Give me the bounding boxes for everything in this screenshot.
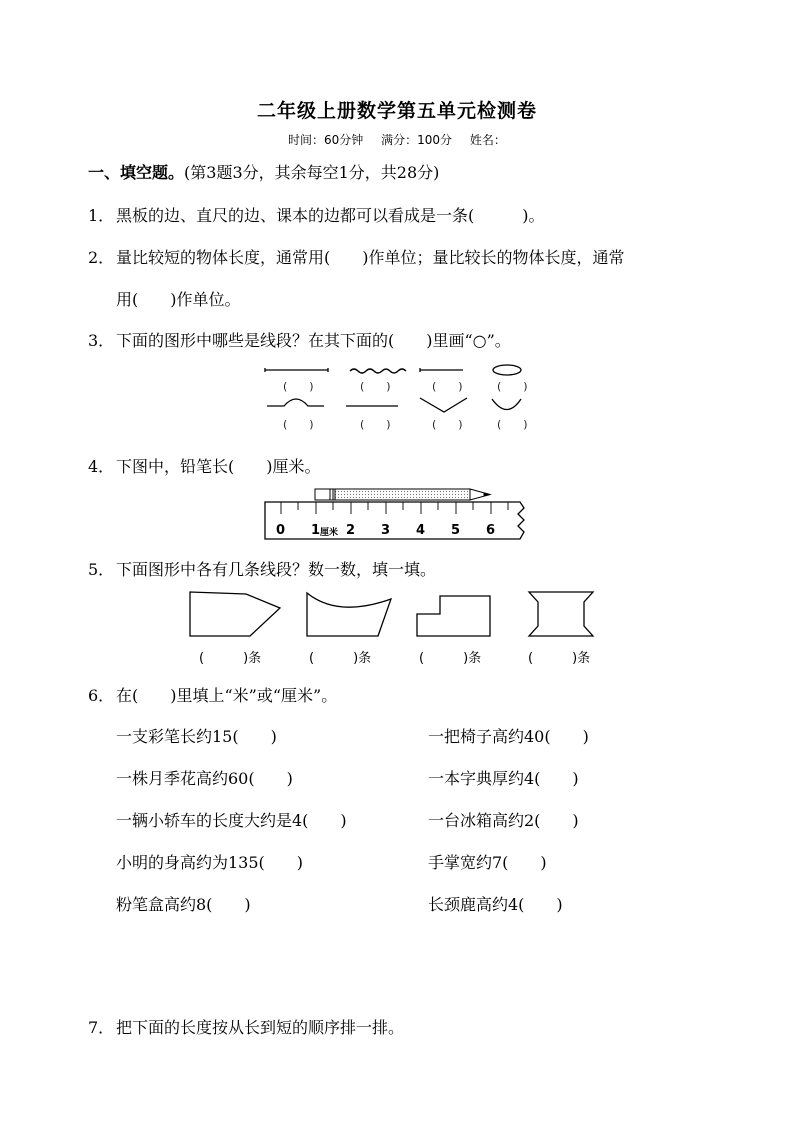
shape-quadrilateral [190, 592, 280, 636]
answer-blank[interactable]: ( ) [360, 418, 391, 431]
figure-arc [492, 399, 521, 410]
fill-item[interactable]: 一辆小轿车的长度大约是4( ) [116, 811, 347, 830]
question-text: 在( )里填上“米”或“厘米”。 [116, 686, 338, 705]
figure-bump-line [267, 399, 324, 406]
fill-item[interactable]: 长颈鹿高约4( ) [428, 895, 563, 914]
question-text: 下面图形中各有几条线段？数一数，填一填。 [116, 560, 437, 579]
ruler-label: 2 [346, 523, 356, 538]
question-4 [88, 454, 321, 477]
figure-wavy-line [350, 369, 406, 373]
answer-blank[interactable]: ( ) [360, 380, 391, 393]
exam-meta [288, 131, 520, 148]
answer-blank[interactable]: ( ) [283, 418, 314, 431]
ruler-label: 4 [416, 523, 426, 538]
question-number: 5． [88, 560, 115, 579]
question-text: 下图中，铅笔长( )厘米。 [116, 457, 321, 476]
time-info: 时间：60分钟 [288, 133, 364, 147]
question-3 [88, 328, 511, 351]
answer-blank[interactable]: ( ) [497, 380, 528, 393]
question-2 [88, 245, 625, 268]
answer-blank[interactable]: ( ) [497, 418, 528, 431]
ruler-unit: 厘米 [320, 528, 339, 538]
figure-ray [420, 368, 463, 372]
fill-item[interactable]: 小明的身高约为135( ) [116, 853, 304, 872]
question-text: 量比较短的物体长度，通常用( )作单位；量比较长的物体长度，通常 [116, 248, 625, 267]
ruler-label: 5 [451, 523, 461, 538]
section-title: 一、填空题。 [88, 163, 185, 182]
answer-blank[interactable]: ( ) [432, 380, 463, 393]
figure-ellipse [493, 365, 521, 375]
question-2-continued: 用( )作单位。 [116, 290, 241, 309]
question-number: 3． [88, 331, 115, 350]
fill-item[interactable]: 一株月季花高约60( ) [116, 769, 293, 788]
shape-curved-top [307, 593, 391, 636]
shape-spool [529, 592, 593, 636]
fill-item[interactable]: 一本字典厚约4( ) [428, 769, 579, 788]
shape-step [417, 596, 490, 636]
fill-item[interactable]: 手掌宽约7( ) [428, 853, 547, 872]
answer-blank[interactable]: ( )条 [419, 651, 482, 666]
section-note: (第3题3分，其余每空1分，共28分) [184, 163, 440, 182]
fill-item[interactable]: 一支彩笔长约15( ) [116, 727, 277, 746]
fill-item[interactable]: 一台冰箱高约2( ) [428, 811, 579, 830]
figure-segment-1 [265, 368, 328, 372]
answer-blank[interactable]: ( ) [283, 380, 314, 393]
score-info: 满分：100分 [381, 133, 453, 147]
name-field: 姓名： [469, 133, 506, 147]
ruler-label: 0 [276, 523, 286, 538]
answer-blank[interactable]: ( ) [432, 418, 463, 431]
section-heading [88, 160, 439, 183]
ruler-label: 1 [311, 523, 321, 538]
question-text: 下面的图形中哪些是线段？在其下面的( )里画“○”。 [116, 331, 511, 350]
question-number: 7． [88, 1018, 115, 1037]
question-number: 6． [88, 686, 115, 705]
answer-blank[interactable]: ( )条 [309, 651, 372, 666]
shape-figures [188, 590, 608, 640]
figure-v-line [420, 398, 467, 412]
question-number: 2． [88, 248, 115, 267]
question-5 [88, 557, 436, 580]
question-number: 1． [88, 206, 115, 225]
ruler-label: 6 [486, 523, 496, 538]
ruler-labels [262, 523, 532, 541]
answer-blank[interactable]: ( )条 [528, 651, 591, 666]
fill-item[interactable]: 一把椅子高约40( ) [428, 727, 589, 746]
question-1 [88, 203, 545, 226]
fill-item[interactable]: 粉笔盒高约8( ) [116, 895, 251, 914]
question-7 [88, 1015, 404, 1038]
question-text: 黑板的边、直尺的边、课本的边都可以看成是一条( )。 [116, 206, 545, 225]
pencil-icon [315, 489, 490, 500]
question-text: 把下面的长度按从长到短的顺序排一排。 [116, 1018, 405, 1037]
ruler-label: 3 [381, 523, 391, 538]
question-number: 4． [88, 457, 115, 476]
answer-blank[interactable]: ( )条 [199, 651, 262, 666]
page-title: 二年级上册数学第五单元检测卷 [256, 100, 537, 122]
question-6 [88, 683, 337, 706]
